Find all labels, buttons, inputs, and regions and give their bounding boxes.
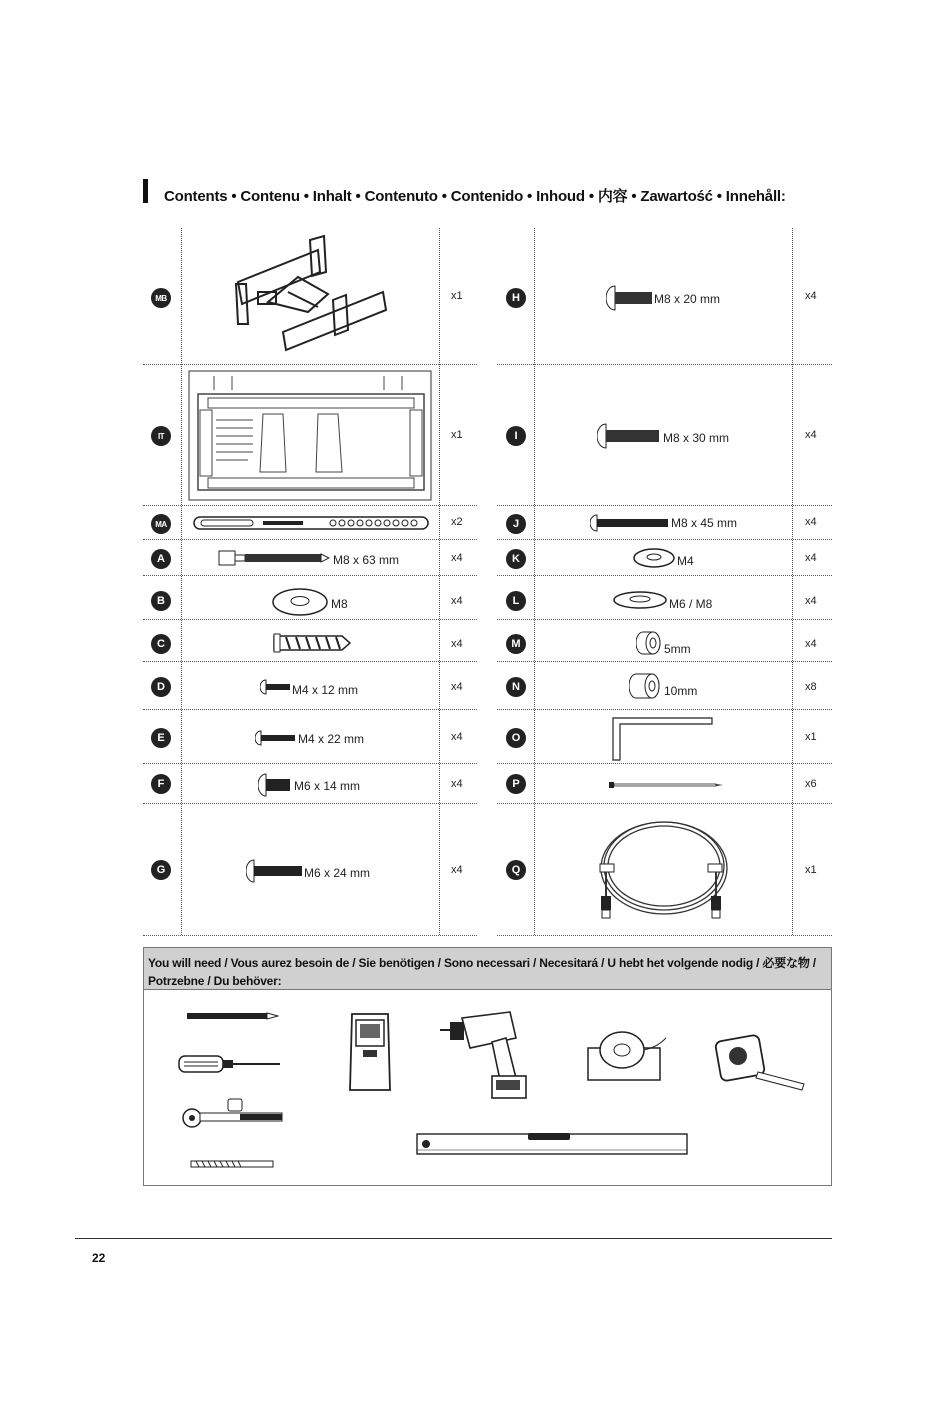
- grid-row-divider: [143, 763, 477, 764]
- grid-row-divider: [143, 364, 477, 365]
- badge-label: MB: [151, 288, 171, 308]
- wall-mount-arm-icon: [228, 232, 388, 357]
- part-qty: x4: [805, 552, 817, 564]
- screw-icon: [606, 285, 654, 311]
- cable-tie-icon: [608, 781, 724, 789]
- badge-label: I: [506, 426, 526, 446]
- spacer-icon: [636, 630, 662, 656]
- part-qty: x4: [805, 595, 817, 607]
- part-qty: x6: [805, 778, 817, 790]
- installation-template-icon: [188, 370, 432, 501]
- part-size-label: M6 / M8: [669, 597, 713, 611]
- badge-label: C: [151, 634, 171, 654]
- part-size-label: M8 x 30 mm: [663, 431, 730, 445]
- grid-divider: [181, 228, 182, 935]
- grid-divider: [534, 228, 535, 935]
- part-badge: [506, 728, 526, 748]
- grid-row-divider: [143, 661, 477, 662]
- drill-icon: [440, 1008, 534, 1100]
- grid-row-divider: [497, 763, 832, 764]
- part-qty: x4: [451, 681, 463, 693]
- part-badge: [506, 514, 526, 534]
- allen-key-icon: [612, 716, 714, 762]
- part-badge: [151, 288, 171, 308]
- hdmi-cable-icon: [596, 812, 732, 924]
- grid-divider: [792, 228, 793, 935]
- part-size-label: M8 x 20 mm: [654, 292, 721, 306]
- part-badge: [506, 288, 526, 308]
- wall-anchor-icon: [272, 632, 352, 654]
- part-qty: x4: [805, 290, 817, 302]
- part-size-label: M4 x 12 mm: [292, 683, 359, 697]
- part-badge: [506, 860, 526, 880]
- grid-row-divider: [143, 935, 477, 936]
- grid-row-divider: [143, 619, 477, 620]
- grid-row-divider: [497, 935, 832, 936]
- part-badge: [151, 549, 171, 569]
- drill-bit-icon: [190, 1159, 274, 1169]
- grid-row-divider: [143, 709, 477, 710]
- footer-divider: [75, 1238, 832, 1239]
- screw-icon: [246, 859, 304, 883]
- grid-row-divider: [497, 803, 832, 804]
- part-qty: x1: [451, 429, 463, 441]
- grid-row-divider: [143, 803, 477, 804]
- badge-label: F: [151, 774, 171, 794]
- part-qty: x4: [451, 731, 463, 743]
- part-badge: [151, 591, 171, 611]
- part-badge: [506, 549, 526, 569]
- part-size-label: M4: [677, 554, 694, 568]
- part-badge: [151, 860, 171, 880]
- part-size-label: M8: [331, 597, 348, 611]
- part-qty: x4: [805, 638, 817, 650]
- badge-label: N: [506, 677, 526, 697]
- grid-row-divider: [497, 661, 832, 662]
- washer-icon: [612, 590, 668, 610]
- tape-measure-icon: [714, 1032, 806, 1092]
- tools-needed-heading: You will need / Vous aurez besoin de / Sie benötigen / Sono necessari / Necesitará / U hebt het volgende nodig / 必要な物 / Potrzebne / Du behöver:: [144, 948, 831, 990]
- screw-icon: [255, 730, 297, 746]
- badge-label: E: [151, 728, 171, 748]
- stud-finder-icon: [348, 1012, 392, 1094]
- part-qty: x1: [451, 290, 463, 302]
- part-qty: x1: [805, 731, 817, 743]
- part-badge: [506, 774, 526, 794]
- adapter-bar-icon: [193, 516, 429, 530]
- washer-icon: [271, 587, 329, 617]
- part-badge: [506, 426, 526, 446]
- part-qty: x4: [451, 638, 463, 650]
- badge-label: O: [506, 728, 526, 748]
- badge-label: D: [151, 677, 171, 697]
- socket-wrench-icon: [180, 1098, 284, 1128]
- part-badge: [151, 774, 171, 794]
- part-qty: x4: [451, 595, 463, 607]
- badge-label: Q: [506, 860, 526, 880]
- part-size-label: M8 x 45 mm: [671, 516, 738, 530]
- contents-heading: Contents • Contenu • Inhalt • Contenuto • Contenido • Inhoud • 内容 • Zawartość • Innehåll:: [164, 188, 786, 205]
- badge-label: G: [151, 860, 171, 880]
- grid-row-divider: [143, 575, 477, 576]
- screw-icon: [260, 679, 292, 695]
- washer-icon: [632, 547, 676, 569]
- spacer-icon: [629, 672, 661, 700]
- part-qty: x4: [451, 864, 463, 876]
- part-qty: x4: [805, 429, 817, 441]
- grid-row-divider: [497, 709, 832, 710]
- part-badge: [151, 677, 171, 697]
- part-size-label: M6 x 24 mm: [304, 866, 371, 880]
- part-qty: x4: [451, 778, 463, 790]
- part-badge: [506, 634, 526, 654]
- part-qty: x1: [805, 864, 817, 876]
- part-badge: [151, 728, 171, 748]
- screw-icon: [597, 423, 661, 449]
- grid-row-divider: [143, 539, 477, 540]
- screw-icon: [590, 514, 670, 532]
- badge-label: J: [506, 514, 526, 534]
- pencil-icon: [187, 1012, 279, 1020]
- badge-label: A: [151, 549, 171, 569]
- level-icon: [416, 1133, 688, 1155]
- part-qty: x4: [805, 516, 817, 528]
- part-size-label: 10mm: [664, 684, 698, 698]
- badge-label: IT: [151, 426, 171, 446]
- grid-divider: [439, 228, 440, 935]
- part-badge: [151, 426, 171, 446]
- badge-label: H: [506, 288, 526, 308]
- part-badge: [506, 677, 526, 697]
- badge-label: P: [506, 774, 526, 794]
- part-size-label: M8 x 63 mm: [333, 553, 400, 567]
- part-size-label: M6 x 14 mm: [294, 779, 361, 793]
- badge-label: M: [506, 634, 526, 654]
- grid-row-divider: [497, 619, 832, 620]
- part-qty: x4: [451, 552, 463, 564]
- badge-label: MA: [151, 514, 171, 534]
- part-qty: x8: [805, 681, 817, 693]
- grid-row-divider: [143, 505, 477, 506]
- part-qty: x2: [451, 516, 463, 528]
- badge-label: K: [506, 549, 526, 569]
- heading-bar: [143, 179, 148, 203]
- screw-icon: [258, 773, 292, 797]
- tape-icon: [586, 1030, 670, 1082]
- tools-needed-box: [143, 947, 832, 1186]
- grid-row-divider: [497, 575, 832, 576]
- grid-row-divider: [497, 539, 832, 540]
- badge-label: B: [151, 591, 171, 611]
- grid-row-divider: [497, 364, 832, 365]
- lag-bolt-icon: [218, 550, 330, 566]
- page-number: 22: [92, 1251, 106, 1265]
- part-size-label: 5mm: [664, 642, 691, 656]
- screwdriver-icon: [178, 1054, 284, 1074]
- part-size-label: M4 x 22 mm: [298, 732, 365, 746]
- badge-label: L: [506, 591, 526, 611]
- part-badge: [151, 514, 171, 534]
- grid-row-divider: [497, 505, 832, 506]
- part-badge: [151, 634, 171, 654]
- part-badge: [506, 591, 526, 611]
